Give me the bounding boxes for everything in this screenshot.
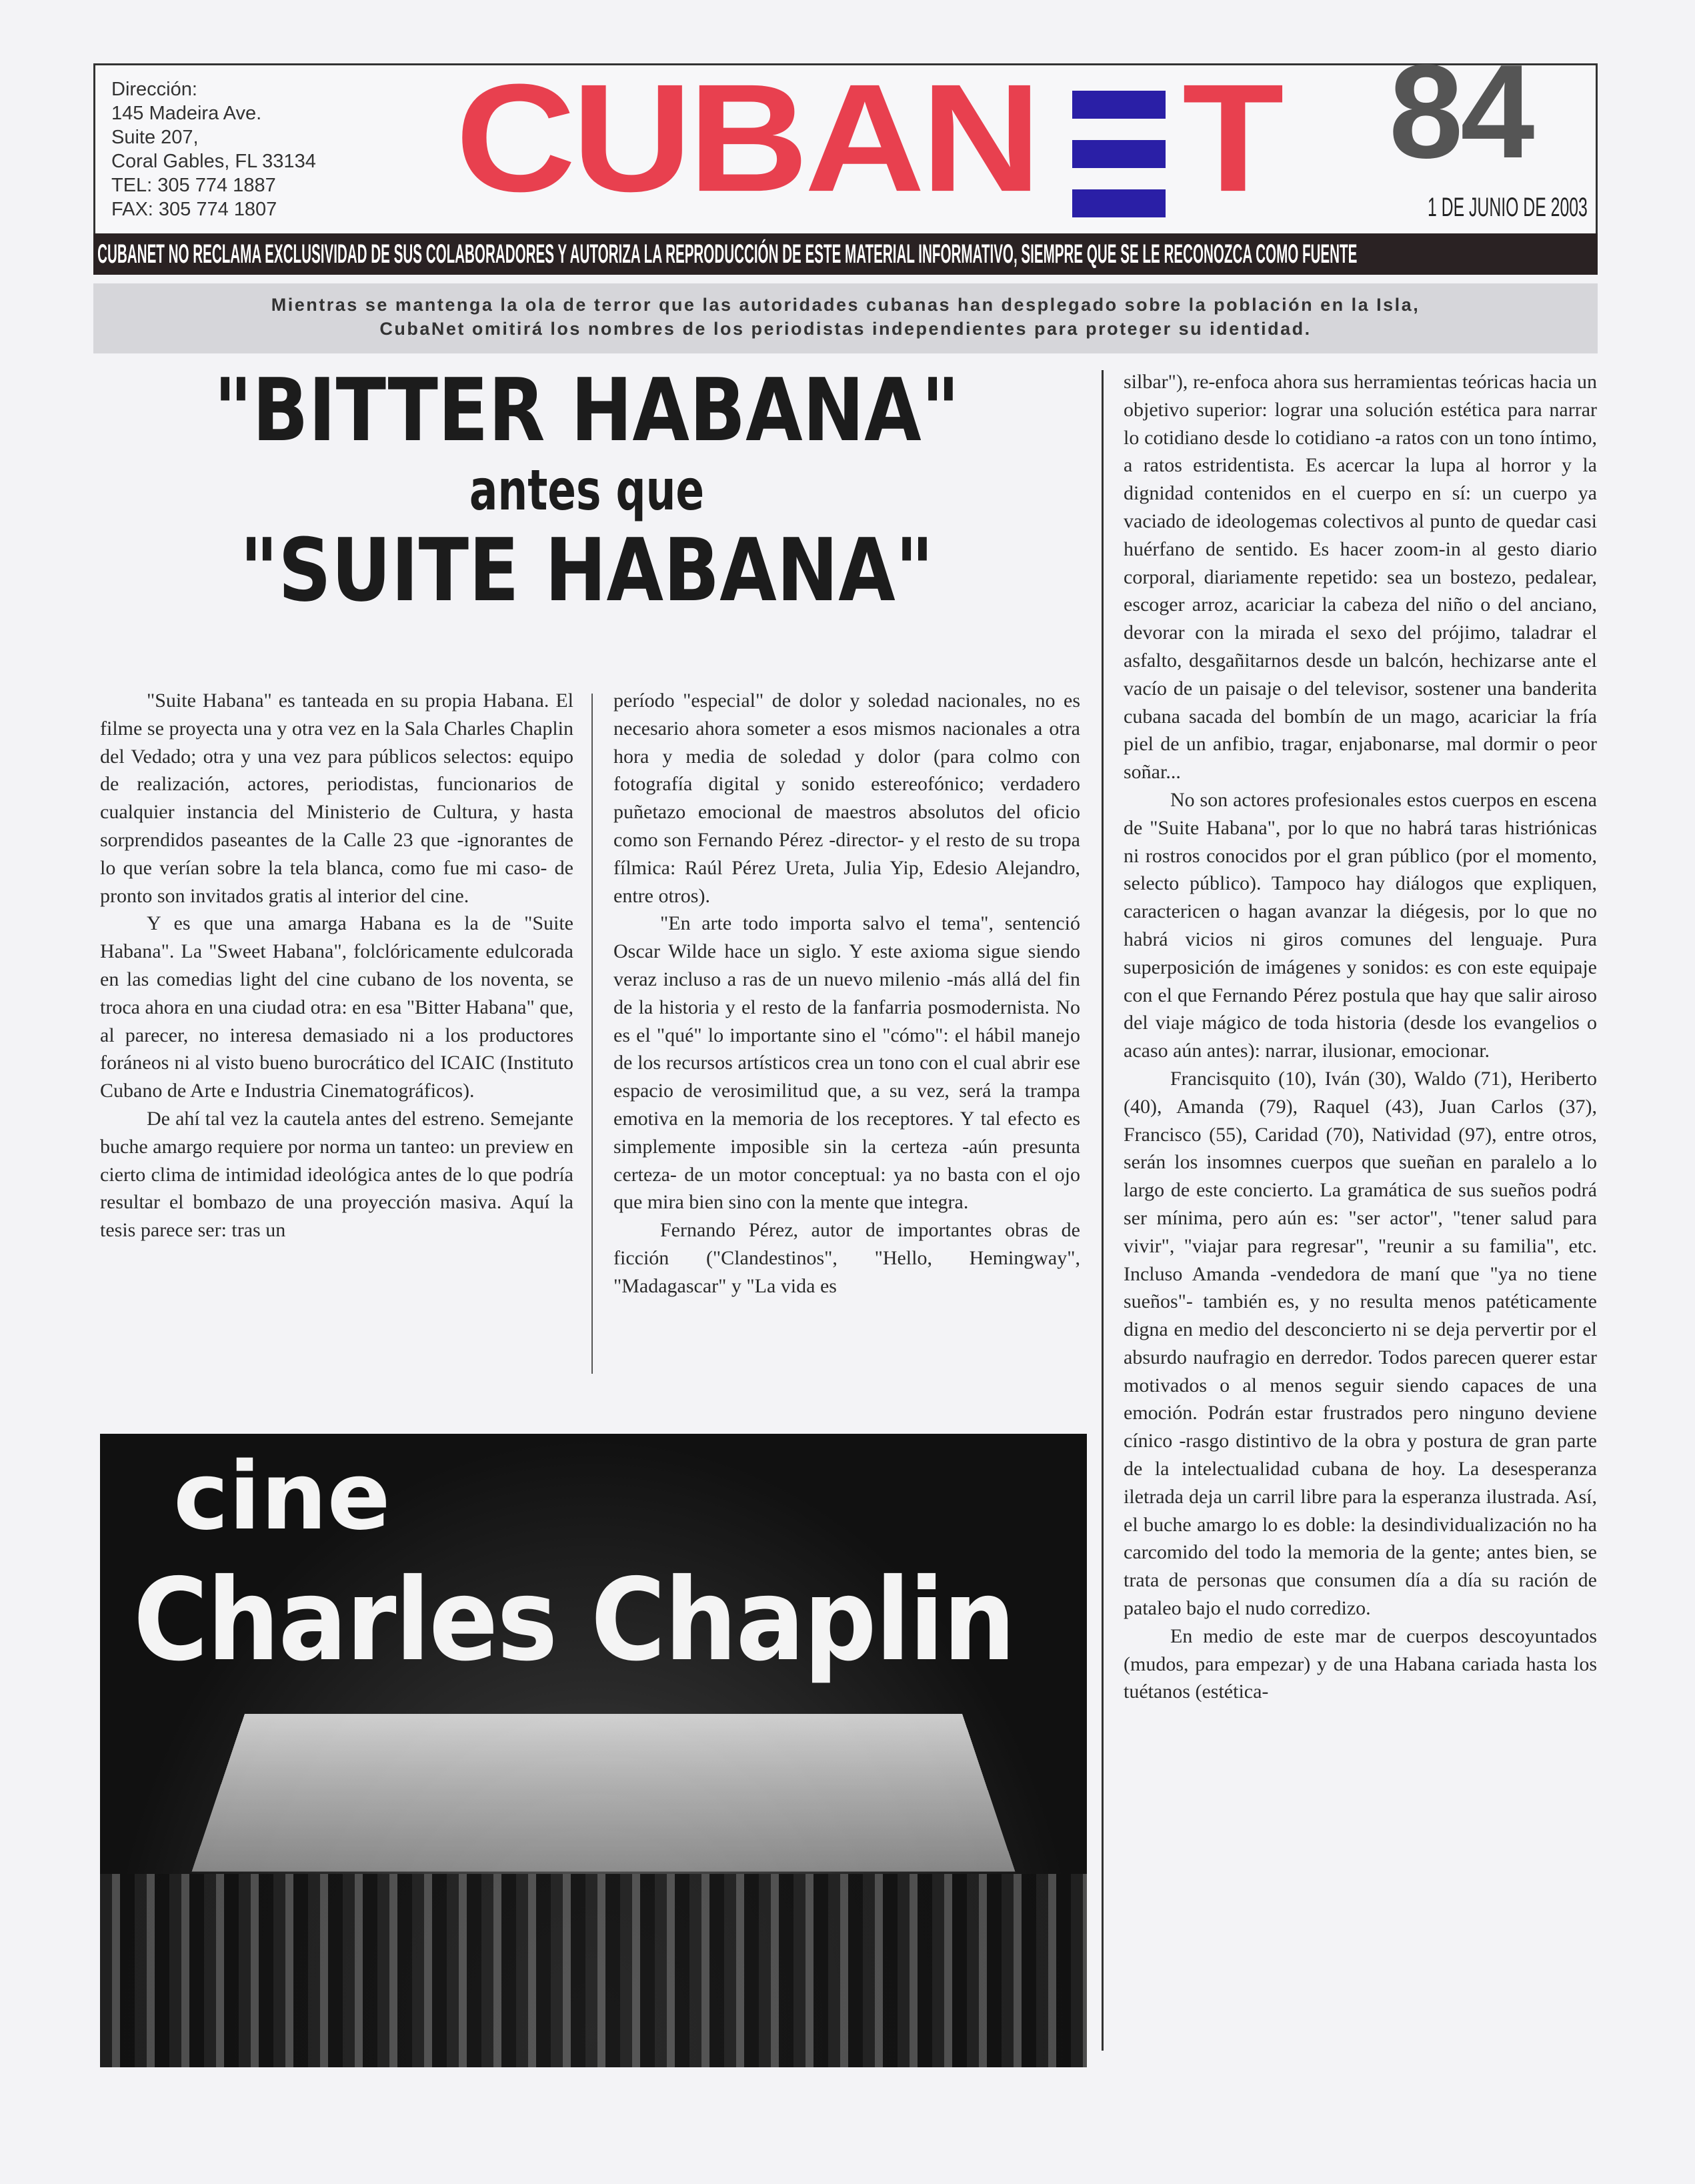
photo-canopy: [192, 1714, 1016, 1872]
column-divider: [1102, 370, 1104, 2051]
paragraph: No son actores profesionales estos cuerpos en escena de "Suite Habana", por lo que no habrá taras histriónicas ni rostros conocidos por el gran público (por el momento, selecto público). Tampoco hay diálogos que expliquen, caractericen o hagan avanzar la diégesis, por lo que no habrá vicios ni giros comunes del lenguaje. Pura superposición de imágenes y sonidos: es con este equipaje con el que Fernando Pérez postula que hay que salir airoso del viaje mágico de toda historia (desde los evangelios o acaso aún antes): narrar, ilusionar, emocionar.: [1124, 788, 1597, 1062]
address-fax: FAX: 305 774 1807: [111, 199, 277, 220]
paragraph: En medio de este mar de cuerpos descoyuntados (mudos, para empezar) y de una Habana cariada hasta los tuétanos (estética-: [1124, 1624, 1597, 1703]
column-divider: [591, 694, 593, 1374]
paragraph: Y es que una amarga Habana es la de "Suite Habana". La "Sweet Habana", folclóricamente edulcorada en las comedias light del cine cubano de los noventa, se troca ahora en una ciudad otra: en esa "Bitter Habana" que, al parecer, no interesa demasiado ni a los productores foráneos ni al visto bueno burocrático del ICAIC (Instituto Cubano de Arte e Industria Cinematográficos).: [100, 912, 574, 1102]
paragraph: "En arte todo importa salvo el tema", sentenció Oscar Wilde hace un siglo. Y este axioma sigue siendo veraz incluso a ras de un nuevo milenio -más allá del fin de la historia y el resto de la fanfarria posmodernista. No es el "qué" lo importante sino el "cómo": el hábil manejo de los recursos artísticos crea un tono con el cual abrir ese espacio de verosimilitud que, a su vez, será la trampa emotiva en la memoria de los receptores. Y tal efecto es simplemente imposible sin la certeza -aún presunta certeza- de un motor conceptual: ya no basta con el ojo que mira bien sino con la mente que integra.: [613, 912, 1080, 1214]
paragraph: De ahí tal vez la cautela antes del estreno. Semejante buche amargo requiere por norma un tanteo: un preview en cierto clima de intimidad ideológica antes de lo que podría resultar el bombazo de una proyección masiva. Aquí la tesis parece ser: tras un: [100, 1107, 574, 1242]
logo-text: CUBAN: [455, 52, 1038, 223]
issue-date: 1 DE JUNIO DE 2003: [1428, 193, 1588, 222]
paragraph: Fernando Pérez, autor de importantes obras de ficción ("Clandestinos", "Hello, Hemingway", "Madagascar" y "La vida es: [613, 1219, 1080, 1297]
reproduction-banner: [93, 233, 1598, 275]
paragraph: silbar"), re-enfoca ahora sus herramientas teóricas hacia un objetivo superior: lograr una solución estética para narrar lo cotidiano desde lo cotidiano -a ratos con un tono íntimo, a ratos estridentista. Es acercar la lupa al horror y la dignidad contenidos en el cuerpo en sí: un cuerpo ya vaciado de ideologemas colectivos al punto de quedar casi huérfano de sentido. Es hacer zoom-in al gesto diario corporal, diariamente repetido: sea un bostezo, pedalear, escoger arroz, acariciar la cabeza del niño o del anciano, devorar con la mirada el sexo del prójimo, taladrar el asfalto, desgañitarnos desde un balcón, hechizarse ante el vacío de un paisaje o del televisor, sostener una banderita cubana sacada del bombín de un mago, acariciar la fría piel de un anfibio, tragar, enjabonarse, mal dormir o peor soñar...: [1124, 371, 1597, 784]
notice-line-1: Mientras se mantenga la ola de terror que las autoridades cubanas han desplegado sobre la población en la Isla,: [271, 295, 1420, 315]
photo-crowd: [100, 1874, 1087, 2067]
paragraph: "Suite Habana" es tanteada en su propia Habana. El filme se proyecta una y otra vez en la Sala Charles Chaplin del Vedado; otra y una vez para públicos selectos: equipo de realización, actores, periodistas, funcionarios de cualquier instancia del Ministerio de Cultura, y hasta sorprendidos paseantes de la Calle 23 que -ignorantes de lo que verían sobre la tela blanca, como fue mi caso- de pronto son invitados gratis al interior del cine.: [100, 690, 573, 907]
address-street: 145 Madeira Ave.: [111, 103, 262, 124]
headline: [93, 360, 1080, 620]
logo-e-bars-icon: [1072, 91, 1166, 217]
address-city: Coral Gables, FL 33134: [111, 151, 316, 172]
headline-line-2: antes que: [469, 457, 705, 523]
article-column-2: [613, 687, 1080, 1300]
headline-line-3: "SUITE HABANA": [239, 519, 934, 621]
photo-sign-line-1: cine: [173, 1442, 391, 1551]
paragraph: período "especial" de dolor y soledad nacionales, no es necesario ahora someter a esos mismos nacionales a otra hora y media de soledad y dolor (para colmo con fotografía digital y sonido estereofónico; verdadero puñetazo emocional de maestros absolutos del oficio como son Fernando Pérez -director- y el resto de su tropa fílmica: Raúl Pérez Ureta, Julia Yip, Edesio Alejandro, entre otros).: [613, 690, 1080, 907]
address-suite: Suite 207,: [111, 127, 199, 148]
banner-text: CUBANET NO RECLAMA EXCLUSIVIDAD DE SUS COLABORADORES Y AUTORIZA LA REPRODUCCIÓN DE ESTE MATERIAL INFORMATIVO, SIEMPRE QUE SE LE RECONOZCA COMO FUENTE: [97, 239, 1358, 269]
address-phone: TEL: 305 774 1887: [111, 175, 276, 196]
paragraph: Francisquito (10), Iván (30), Waldo (71), Heriberto (40), Amanda (79), Raquel (43), Juan Carlos (37), Francisco (55), Caridad (70), Natividad (97), entre otros, serán los insomnes cuerpos que sueñan en paralelo a lo largo de este concierto. La gramática de sus sueños podrá ser mínima, pero aún es: "ser actor", "tener salud para vivir", "viajar para regresar", "reunir a su familia", etc. Incluso Amanda -vendedora de maní que "ya no tiene sueños"- también es, y no resulta menos patéticamente digna en medio del desconcierto ni se deja pervertir por el absurdo naufragio en derredor. Todos parecen querer estar motivados o al menos seguir siendo capaces de una emoción. Podrán estar frustrados pero ninguno deviene cínico -rasgo distintivo de la obra y postura de gran parte de la intelectualidad cubana de hoy. La desesperanza iletrada deja un carril libre para la esperanza ilustrada. Así, el buche amargo lo es doble: la desindividualización no ha carcomido del todo la memoria de la gente; antes bien, se trata de personas que consumen día a día su ración de pataleo bajo el nudo corredizo.: [1124, 1067, 1597, 1620]
notice-line-2: CubaNet omitirá los nombres de los periodistas independientes para proteger su identidad.: [379, 319, 1312, 339]
headline-line-1: "BITTER HABANA": [213, 359, 960, 461]
address-label: Dirección:: [111, 79, 197, 100]
logo-text-t: T: [1182, 52, 1284, 223]
notice-box: [93, 283, 1598, 353]
address-block: [111, 77, 316, 221]
photo-sign-line-2: Charles Chaplin: [133, 1554, 1015, 1687]
article-column-1: [100, 687, 573, 1244]
masthead: [93, 37, 1598, 235]
cinema-photo: [100, 1434, 1087, 2067]
issue-number: 84: [1389, 37, 1532, 186]
article-column-3: [1124, 368, 1597, 1706]
